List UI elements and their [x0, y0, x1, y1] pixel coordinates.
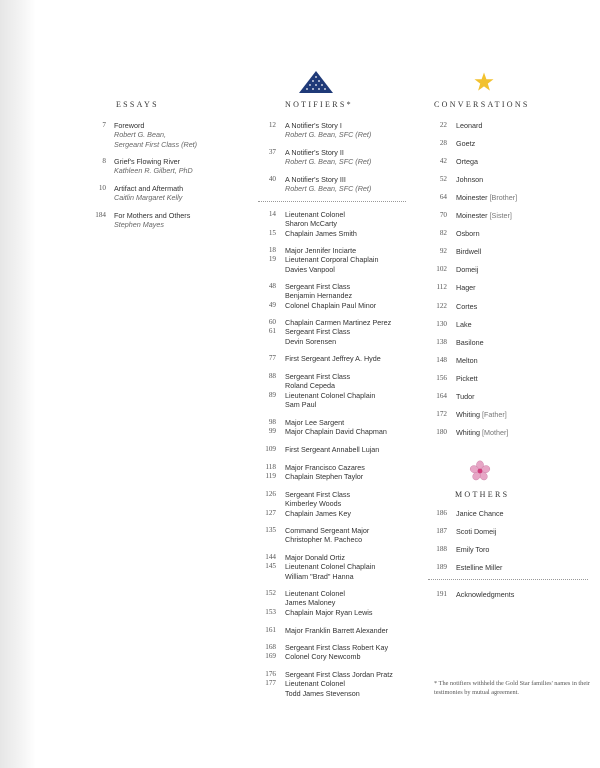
notifier-name: Chaplain Carmen Martinez Perez — [285, 318, 392, 327]
conversation-name: Cortes — [456, 301, 478, 311]
page-number: 127 — [265, 508, 276, 517]
essay-author: Robert G. Bean, — [114, 130, 166, 140]
conversation-name: Lake — [456, 319, 472, 329]
story-author: Robert G. Bean, SFC (Ret) — [285, 130, 372, 140]
page-number: 161 — [265, 626, 276, 634]
conversation-name: Pickett — [456, 373, 478, 383]
conversation-name: Whiting — [456, 427, 480, 437]
mother-entry — [456, 563, 502, 572]
page-number: 89 — [268, 390, 276, 399]
notifier-name: Benjamin Hernandez — [285, 291, 353, 301]
notifier-name: First Sergeant Jeffrey A. Hyde — [285, 354, 381, 363]
page-number: 145 — [265, 562, 276, 571]
notifier-name: Lieutenant Corporal Chaplain — [285, 255, 379, 265]
conversation-relation: [Father] — [481, 409, 507, 419]
page-number: 130 — [436, 319, 447, 328]
mother-name: Emily Toro — [456, 545, 490, 554]
page-number: 77 — [268, 354, 276, 362]
notifier-entry — [285, 210, 357, 238]
conversation-name: Melton — [456, 355, 478, 365]
notifier-name: Christopher M. Pacheco — [285, 535, 363, 545]
page-number: 60 — [268, 318, 276, 326]
pink-flower-icon — [469, 460, 491, 482]
notifier-name: Major Chaplain David Chapman — [285, 427, 387, 437]
page-number: 191 — [436, 590, 447, 598]
page-number: 109 — [265, 445, 276, 453]
page-number: 138 — [436, 337, 447, 346]
conversation-name: Moinester — [456, 211, 488, 221]
page-number: 144 — [265, 553, 276, 561]
notifier-entry — [285, 526, 369, 545]
mothers-divider — [428, 579, 588, 580]
conversation-entry — [456, 193, 517, 202]
mother-name: Scoti Domeij — [456, 527, 497, 536]
notifier-name: Lieutenant Colonel — [285, 210, 345, 219]
conversation-name: Leonard — [456, 121, 483, 130]
mothers-heading: MOTHERS — [455, 490, 510, 499]
story-title: A Notifier's Story III — [285, 175, 346, 184]
conversation-entry — [456, 356, 478, 365]
page-number: 22 — [439, 121, 447, 129]
conversations-heading: CONVERSATIONS — [434, 100, 530, 109]
conversation-entry — [456, 338, 484, 347]
conversation-name: Domeij — [456, 265, 479, 275]
notifier-name: William "Brad" Hanna — [285, 571, 354, 581]
notifier-name: Sam Paul — [285, 399, 317, 409]
gold-star-icon — [474, 72, 494, 92]
conversation-entry — [456, 428, 508, 437]
notifier-entry — [285, 282, 376, 310]
notifier-entry — [285, 354, 381, 363]
notifier-name: Major Donald Ortiz — [285, 553, 345, 562]
mother-entry — [456, 527, 496, 536]
conversation-name: Whiting — [456, 409, 480, 419]
conversation-entry — [456, 392, 475, 401]
notifier-name: James Maloney — [285, 598, 336, 608]
notifier-name: First Sergeant Annabell Lujan — [285, 445, 380, 454]
conversation-entry — [456, 121, 482, 130]
page-number: 188 — [436, 545, 447, 553]
page-number: 92 — [439, 247, 447, 256]
notifier-name: Lieutenant Colonel Chaplain — [285, 390, 376, 400]
page-number: 37 — [268, 148, 276, 156]
notifier-name: Sergeant First Class — [285, 327, 351, 337]
notifier-name: Sergeant First Class — [285, 282, 351, 291]
conversation-name: Goetz — [456, 139, 476, 149]
conversation-entry — [456, 247, 481, 256]
conversation-name: Osborn — [456, 229, 480, 239]
notifier-story — [285, 148, 371, 167]
conversation-relation: [Mother] — [481, 427, 509, 437]
page-number: 10 — [98, 184, 106, 192]
page-number: 169 — [265, 652, 276, 661]
essay-entry — [114, 211, 190, 230]
notifier-entry — [285, 490, 351, 518]
essay-entry — [114, 121, 197, 149]
page-number: 187 — [436, 527, 447, 535]
page-number: 52 — [439, 175, 447, 184]
conversation-entry — [456, 229, 480, 238]
notifier-name: Colonel Chaplain Paul Minor — [285, 300, 377, 310]
story-title: A Notifier's Story I — [285, 121, 342, 130]
notifier-name: Sharon McCarty — [285, 219, 337, 229]
notifier-name: Roland Cepeda — [285, 381, 335, 391]
notifier-name: Major Franklin Barrett Alexander — [285, 626, 389, 635]
page-number: 12 — [268, 121, 276, 129]
page-number: 176 — [265, 670, 276, 678]
essay-entry — [114, 157, 193, 176]
folded-flag-icon — [298, 70, 334, 94]
notifier-entry — [285, 626, 388, 635]
notifier-name: Chaplain Stephen Taylor — [285, 472, 364, 482]
notifier-story — [285, 175, 371, 194]
conversation-name: Basilone — [456, 337, 484, 347]
notifier-name: Todd James Stevenson — [285, 688, 360, 698]
essay-author: Kathleen R. Gilbert, PhD — [114, 166, 193, 176]
notifier-name: Davies Vanpool — [285, 264, 335, 274]
page-number: 102 — [436, 265, 447, 274]
notifier-entry — [285, 318, 391, 346]
notifier-name: Kimberley Woods — [285, 499, 342, 509]
page-number: 135 — [265, 526, 276, 534]
page-binding-shadow — [0, 0, 36, 768]
notifier-name: Lieutenant Colonel — [285, 589, 345, 598]
page-number: 189 — [436, 563, 447, 571]
essay-author: Caitlin Margaret Kelly — [114, 193, 183, 203]
page-number: 180 — [436, 427, 447, 436]
page-number: 61 — [268, 327, 276, 336]
conversation-entry — [456, 157, 478, 166]
conversation-entry — [456, 410, 507, 419]
notifier-name: Command Sergeant Major — [285, 526, 370, 535]
page-number: 82 — [439, 229, 447, 238]
conversation-entry — [456, 175, 483, 184]
page-number: 98 — [268, 418, 276, 426]
essays-heading: ESSAYS — [116, 100, 159, 109]
essay-title: Foreword — [114, 121, 145, 130]
notifiers-heading: NOTIFIERS* — [285, 100, 353, 109]
page-number: 49 — [268, 300, 276, 309]
mother-name: Estelline Miller — [456, 563, 503, 572]
page-number: 152 — [265, 589, 276, 597]
page-number: 64 — [439, 193, 447, 202]
page-number: 42 — [439, 157, 447, 166]
story-author: Robert G. Bean, SFC (Ret) — [285, 184, 372, 194]
conversation-entry — [456, 374, 478, 383]
page-number: 126 — [265, 490, 276, 498]
page-number: 88 — [268, 372, 276, 380]
page-number: 119 — [265, 472, 276, 481]
conversation-entry — [456, 302, 477, 311]
page-number: 112 — [436, 283, 447, 292]
acknowledgments-entry — [456, 590, 514, 599]
notifier-name: Major Francisco Cazares — [285, 463, 365, 472]
page-number: 164 — [436, 391, 447, 400]
page-number: 168 — [265, 643, 276, 651]
conversation-relation: [Brother] — [489, 193, 518, 203]
conversation-name: Hager — [456, 283, 476, 293]
notifier-name: Major Jennifer Inciarte — [285, 246, 357, 255]
notifier-name: Sergeant First Class Jordan Pratz — [285, 670, 393, 679]
acknowledgments-title: Acknowledgments — [456, 590, 515, 599]
page-number: 48 — [268, 282, 276, 290]
notifier-name: Colonel Cory Newcomb — [285, 652, 361, 662]
conversation-entry — [456, 139, 475, 148]
notifier-entry — [285, 589, 373, 617]
page-number: 156 — [436, 373, 447, 382]
conversation-entry — [456, 320, 472, 329]
page-number: 122 — [436, 301, 447, 310]
notifiers-footnote: * The notifiers withheld the Gold Star families' names in their testimonies by mutual agreement. — [434, 680, 590, 696]
page-number: 99 — [268, 427, 276, 436]
notifier-entry — [285, 445, 379, 454]
notifier-name: Chaplain James Smith — [285, 228, 357, 238]
page-number: 40 — [268, 175, 276, 183]
notifier-entry — [285, 643, 388, 662]
mother-entry — [456, 545, 489, 554]
page-number: 18 — [268, 246, 276, 254]
page-number: 177 — [265, 679, 276, 688]
story-title: A Notifier's Story II — [285, 148, 344, 157]
conversation-name: Birdwell — [456, 247, 482, 257]
conversation-name: Tudor — [456, 391, 475, 401]
conversation-name: Johnson — [456, 175, 484, 185]
essay-entry — [114, 184, 183, 203]
notifier-name: Sergeant First Class — [285, 490, 351, 499]
essay-title: Grief's Flowing River — [114, 157, 181, 166]
page-number: 70 — [439, 211, 447, 220]
page-number: 186 — [436, 509, 447, 517]
page-number: 184 — [95, 211, 106, 219]
notifier-name: Lieutenant Colonel Chaplain — [285, 562, 376, 572]
essay-author: Stephen Mayes — [114, 220, 164, 230]
page-number: 153 — [265, 607, 276, 616]
notifier-entry — [285, 670, 393, 698]
conversation-entry — [456, 265, 478, 274]
page-number: 14 — [268, 210, 276, 218]
page-number: 172 — [436, 409, 447, 418]
essay-title: Artifact and Aftermath — [114, 184, 184, 193]
page-number: 19 — [268, 255, 276, 264]
mother-name: Janice Chance — [456, 509, 504, 518]
page-number: 28 — [439, 139, 447, 148]
conversation-name: Ortega — [456, 157, 478, 167]
notifier-entry — [285, 372, 375, 409]
conversation-name: Moinester — [456, 193, 488, 203]
conversation-entry — [456, 211, 512, 220]
notifier-story — [285, 121, 371, 140]
conversation-relation: [Sister] — [489, 211, 512, 221]
notifiers-divider — [258, 201, 406, 202]
notifier-name: Devin Sorensen — [285, 336, 337, 346]
notifier-name: Lieutenant Colonel — [285, 679, 345, 689]
page-number: 118 — [265, 463, 276, 471]
notifier-name: Chaplain James Key — [285, 508, 351, 518]
notifier-entry — [285, 463, 365, 482]
notifier-entry — [285, 418, 387, 437]
essay-author: Sergeant First Class (Ret) — [114, 139, 198, 149]
story-author: Robert G. Bean, SFC (Ret) — [285, 157, 372, 167]
page-number: 148 — [436, 355, 447, 364]
essay-title: For Mothers and Others — [114, 211, 191, 220]
mother-entry — [456, 509, 504, 518]
notifier-name: Chaplain Major Ryan Lewis — [285, 607, 373, 617]
notifier-name: Sergeant First Class — [285, 372, 351, 381]
page-number: 15 — [268, 228, 276, 237]
notifier-name: Sergeant First Class Robert Kay — [285, 643, 389, 652]
notifier-entry — [285, 246, 379, 274]
page-number: 8 — [102, 157, 106, 165]
notifier-entry — [285, 553, 375, 581]
conversation-entry — [456, 283, 476, 292]
page-number: 7 — [102, 121, 106, 129]
notifier-name: Major Lee Sargent — [285, 418, 345, 427]
